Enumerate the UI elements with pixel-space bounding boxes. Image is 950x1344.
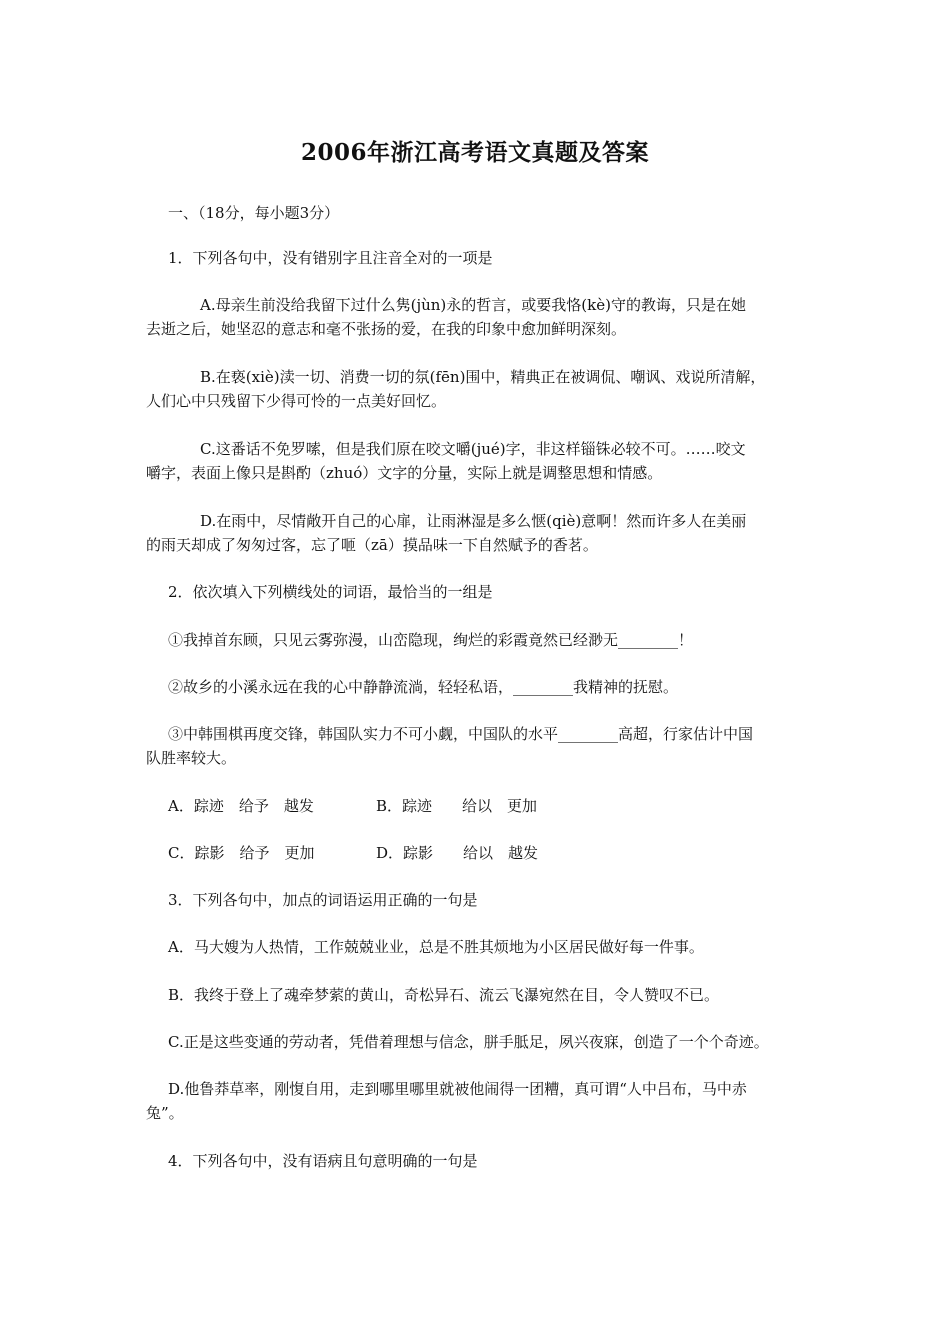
- q1-option-a-line2: 去逝之后，她坚忍的意志和毫不张扬的爱，在我的印象中愈加鲜明深刻。: [146, 320, 627, 338]
- question-3-stem: 3．下列各句中，加点的词语运用正确的一句是: [168, 891, 478, 909]
- q3-option-d-line2: 兔”。: [146, 1104, 184, 1122]
- q2-option-b: B．踪迹 给以 更加: [376, 797, 538, 815]
- question-2-stem: 2．依次填入下列横线处的词语，最恰当的一组是: [168, 583, 493, 601]
- question-4-stem: 4．下列各句中，没有语病且句意明确的一句是: [168, 1152, 478, 1170]
- q3-option-d-line1: D.他鲁莽草率，刚愎自用，走到哪里哪里就被他闹得一团糟，真可谓“人中吕布，马中赤: [168, 1080, 747, 1098]
- q3-option-c: C.正是这些变通的劳动者，凭借着理想与信念，胼手胝足，夙兴夜寐，创造了一个个奇迹。: [168, 1033, 769, 1051]
- q1-option-d-line2: 的雨天却成了匆匆过客，忘了咂（zā）摸品味一下自然赋予的香茗。: [146, 536, 598, 554]
- q2-sentence-2: ②故乡的小溪永远在我的心中静静流淌，轻轻私语，________我精神的抚慰。: [168, 678, 679, 696]
- section-heading: 一、（18分，每小题3分）: [168, 204, 340, 222]
- q1-option-b-line1: B.在亵(xiè)渎一切、消费一切的氛(fēn)围中，精典正在被调侃、嘲讽、戏说所清解，: [200, 368, 766, 386]
- q2-sentence-1: ①我掉首东顾，只见云雾弥漫，山峦隐现，绚烂的彩霞竟然已经渺无________！: [168, 631, 694, 649]
- q1-option-d-line1: D.在雨中，尽情敞开自己的心扉，让雨淋湿是多么惬(qiè)意啊！然而许多人在美丽: [200, 512, 747, 530]
- q3-option-a: A．马大嫂为人热情，工作兢兢业业，总是不胜其烦地为小区居民做好每一件事。: [168, 938, 704, 956]
- q2-sentence-3-line1: ③中韩围棋再度交锋，韩国队实力不可小觑，中国队的水平________高超，行家估计中国: [168, 725, 754, 743]
- question-1-stem: 1．下列各句中，没有错别字且注音全对的一项是: [168, 249, 493, 267]
- q1-option-c-line1: C.这番话不免罗嗦，但是我们原在咬文嚼(jué)字，非这样锱铢必较不可。……咬文: [200, 440, 746, 458]
- q2-option-a: A．踪迹 给予 越发: [168, 797, 314, 815]
- q3-option-b: B．我终于登上了魂牵梦萦的黄山，奇松异石、流云飞瀑宛然在目，令人赞叹不已。: [168, 986, 720, 1004]
- q1-option-b-line2: 人们心中只残留下少得可怜的一点美好回忆。: [146, 392, 447, 410]
- q2-option-d: D．踪影 给以 越发: [376, 844, 539, 862]
- q2-sentence-3-line2: 队胜率较大。: [146, 749, 237, 767]
- page-title: 2006年浙江高考语文真题及答案: [300, 139, 649, 166]
- q2-option-c: C．踪影 给予 更加: [168, 844, 315, 862]
- q1-option-c-line2: 嚼字，表面上像只是斟酌（zhuó）文字的分量，实际上就是调整思想和情感。: [146, 464, 663, 482]
- q1-option-a-line1: A.母亲生前没给我留下过什么隽(jùn)永的哲言，或要我恪(kè)守的教诲，只是在她: [200, 296, 746, 314]
